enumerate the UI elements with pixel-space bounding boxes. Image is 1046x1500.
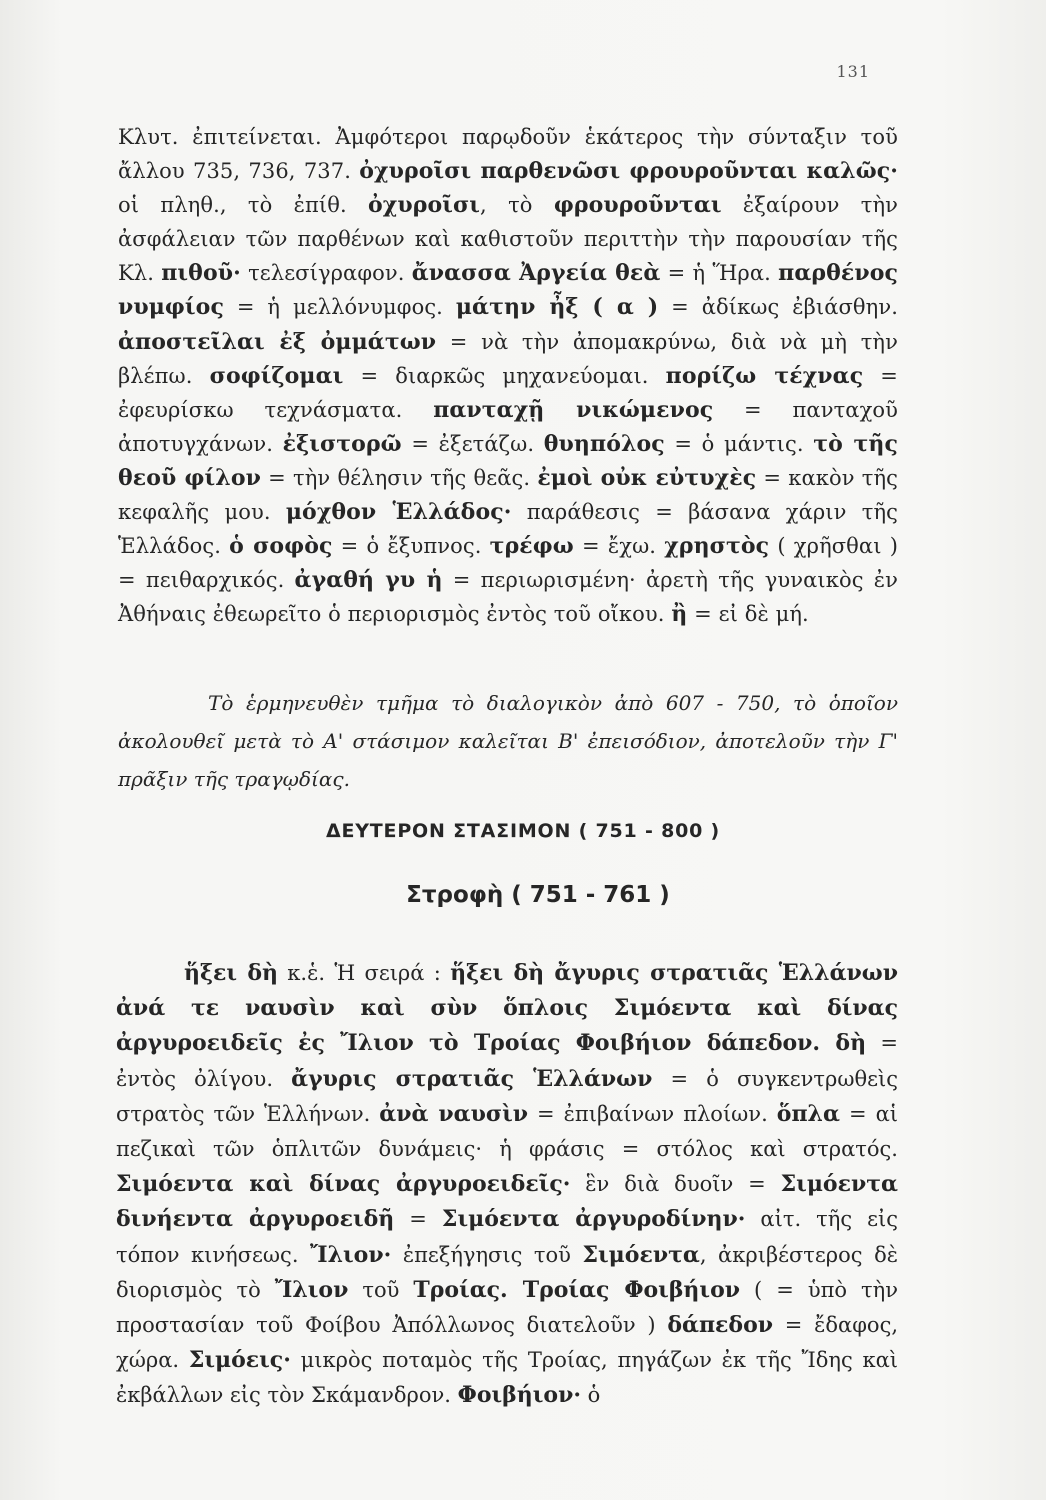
gloss-text: οἱ πληθ., τὸ ἐπίθ. (118, 193, 369, 218)
gloss-text: = περιωρισμένη· ἀρετὴ τῆς γυναικὸς ἐν Ἀθήναις ἐθεωρεῖτο ὁ περιορισμὸς ἐντὸς τοῦ οἴκου. (118, 568, 898, 627)
gloss-text: = κακὸν τῆς κεφαλῆς μου. (118, 465, 899, 525)
gloss-text: = ὁ συγκεντρωθεὶς στρατὸς τῶν Ἑλλήνων. (116, 1066, 898, 1126)
bold-lemma: Ἴλιον (274, 1276, 349, 1303)
bold-lemma: Σιμόεντα (582, 1241, 700, 1268)
bold-lemma: ἥξει δὴ (184, 960, 278, 986)
bold-lemma: πιθοῦ· (161, 260, 241, 287)
bold-lemma: δάπεδον (667, 1312, 774, 1339)
gloss-text: ἐπεξήγησις τοῦ (391, 1242, 583, 1267)
gloss-text: = ἐφευρίσκω τεχνάσματα. (118, 363, 898, 422)
gloss-text: = ἡ Ἥρα. (660, 261, 779, 286)
bold-lemma: Σιμόεις· (188, 1347, 291, 1374)
gloss-text: = νὰ τὴν ἀπομακρύνω, διὰ νὰ μὴ τὴν βλέπω. (118, 329, 898, 388)
bold-lemma: Σιμόεντα καὶ δίνας ἀργυροειδεῖς· (116, 1171, 571, 1198)
bold-lemma: Ἴλιον· (310, 1241, 392, 1268)
gloss-text: = ἐξετάζω. (401, 431, 544, 456)
gloss-text: τοῦ (348, 1277, 414, 1302)
gloss-text: = διαρκῶς μηχανεύομαι. (343, 363, 666, 388)
strophe-title: Στροφὴ ( 751 - 761 ) (406, 882, 670, 908)
bold-lemma: ὀχυροῖσι παρθενῶσι φρουροῦνται καλῶς· (359, 158, 898, 185)
gloss-text: = αἱ πεζικαὶ τῶν ὁπλιτῶν δυνάμεις· ἡ φράσις = στόλος καὶ στρατός. (116, 1101, 898, 1162)
gloss-text: = (394, 1207, 442, 1232)
gloss-text: = ἡ μελλόνυμφος. (223, 295, 456, 320)
bold-lemma: Φοιβήιον· (457, 1382, 581, 1409)
bold-lemma: μάτην ἦξ ( α ) (455, 294, 659, 321)
gloss-text: ( χρῆσθαι ) = πειθαρχικός. (118, 534, 899, 593)
bold-lemma: ὀχυροῖσι (368, 192, 481, 219)
gloss-text: = τὴν θέλησιν τῆς θεᾶς. (260, 465, 538, 490)
gloss-text: , τὸ (480, 193, 554, 218)
bold-lemma: φρουροῦνται (553, 192, 722, 219)
bold-lemma: ἀγαθή γυ ἡ (294, 567, 443, 594)
bold-lemma: ἀνὰ ναυσὶν (379, 1100, 529, 1127)
gloss-text: κ.ἑ. Ἡ σειρά : (278, 961, 451, 985)
page-number: 131 (836, 62, 870, 81)
gloss-text: = ὁ ἔξυπνος. (332, 534, 490, 559)
gloss-text: , ἀκριβέστερος δὲ διορισμὸς τὸ (116, 1242, 898, 1302)
bold-lemma: ἄνασσα Ἀργεία θεὰ (411, 260, 661, 287)
gloss-text: Κλυτ. ἐπιτείνεται. Ἀμφότεροι παρῳδοῦν ἑκάτερος τὴν σύνταξιν τοῦ ἄλλου 735, 736, 737. (118, 125, 898, 184)
bold-lemma: Τροίας. Τροίας Φοιβήιον (413, 1276, 741, 1303)
gloss-text: = ἔχω. (573, 534, 665, 559)
bold-lemma: ἀποστεῖλαι ἐξ ὀμμάτων (118, 328, 437, 355)
gloss-text: αἰτ. τῆς εἰς τόπον κινήσεως. (116, 1207, 898, 1267)
bold-lemma: μόχθον Ἑλλάδος· (285, 499, 512, 526)
gloss-text: = ἔδαφος, χώρα. (116, 1313, 899, 1373)
gloss-text: ἐξαίρουν τὴν ἀσφάλειαν τῶν παρθένων καὶ καθιστοῦν περιττὴν τὴν παρουσίαν τῆς Κλ. (118, 193, 898, 286)
bold-lemma: χρηστὸς (664, 533, 770, 560)
bold-lemma: ἢ (671, 601, 688, 628)
gloss-text: = εἰ δὲ μή. (687, 602, 809, 627)
gloss-text: μικρὸς ποταμὸς τῆς Τροίας, πηγάζων ἐκ τῆς Ἴδης καὶ ἐκβάλλων εἰς τὸν Σκάμανδρον. (116, 1348, 899, 1408)
bold-lemma: ἐμοὶ οὐκ εὐτυχὲς (537, 464, 757, 491)
bold-lemma: Σιμόεντα δινήεντα ἀργυροειδῆ (116, 1171, 898, 1233)
bold-lemma: τὸ τῆς θεοῦ φίλον (118, 430, 898, 491)
bold-lemma: πορίζω τέχνας (665, 362, 864, 389)
gloss-text: = ἐπιβαίνων πλοίων. (528, 1101, 777, 1126)
bold-lemma: θυηπόλος (543, 430, 665, 457)
bold-lemma: παρθένος νυμφίος (118, 260, 898, 321)
gloss-text: = ὁ μάντις. (664, 431, 814, 456)
bold-lemma: τρέφω (489, 533, 574, 560)
bold-lemma: ἄγυρις στρατιᾶς Ἑλλάνων (291, 1065, 653, 1092)
bold-lemma: Σιμόεντα ἀργυροδίνην· (441, 1206, 746, 1233)
gloss-text: παράθεσις = βάσανα χάριν τῆς Ἑλλάδος. (118, 500, 898, 559)
bold-lemma: ἥξει δὴ ἄγυρις στρατιᾶς Ἑλλάνων ἀνά τε ναυσὶν καὶ σὺν ὅπλοις Σιμόεντα καὶ δίνας ἀργυροειδεῖς ἐς Ἴλιον τὸ Τροίας Φοιβήιον δάπεδον. δὴ (116, 960, 898, 1057)
gloss-text: = πανταχοῦ ἀποτυγχάνων. (118, 397, 899, 456)
bold-lemma: ὅπλα (776, 1100, 840, 1127)
gloss-text: τελεσίγραφον. (240, 261, 412, 286)
section-title: ΔΕΥΤΕΡΟΝ ΣΤΑΣΙΜΟΝ ( 751 - 800 ) (325, 820, 721, 842)
stasimon-commentary-paragraph (116, 956, 898, 1414)
gloss-text: = ἐντὸς ὀλίγου. (116, 1031, 898, 1091)
gloss-text: ( = ὑπὸ τὴν προστασίαν τοῦ Φοίβου Ἀπόλλωνος διατελοῦν ) (116, 1277, 898, 1338)
gloss-text: ἓν διὰ δυοῖν = (570, 1172, 781, 1197)
commentary-paragraph (118, 120, 898, 631)
bold-lemma: σοφίζομαι (209, 362, 344, 389)
bold-lemma: πανταχῇ νικώμενος (433, 396, 714, 423)
gloss-text: = ἀδίκως ἐβιάσθην. (658, 295, 898, 320)
bold-lemma: ἐξιστορῶ (282, 430, 402, 457)
bold-lemma: ὁ σοφὸς (229, 533, 333, 560)
italic-note: Τὸ ἑρμηνευθὲν τμῆμα τὸ διαλογικὸν ἀπὸ 607 - 750, τὸ ὁποῖον ἀκολουθεῖ μετὰ τὸ Α' στάσιμον καλεῖται Β' ἐπεισόδιον, ἀποτελοῦν τὴν Γ' πρᾶξιν τῆς τραγῳδίας. (118, 691, 898, 791)
gloss-text: ὁ (581, 1383, 601, 1408)
